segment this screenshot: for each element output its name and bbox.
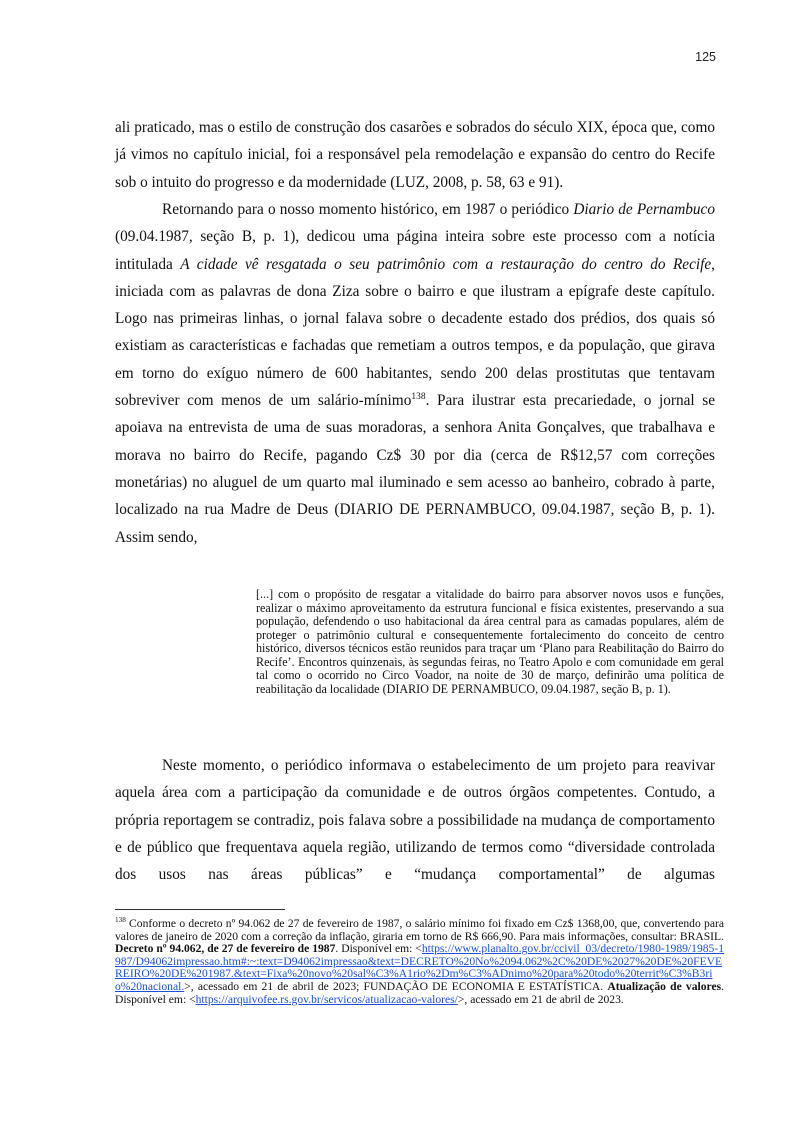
- text-run: Retornando para o nosso momento histórico, em 1987 o periódico: [162, 201, 574, 218]
- fee-link[interactable]: https://arquivofee.rs.gov.br/servicos/atualizacao-valores/: [195, 992, 458, 1006]
- footnote-separator: [115, 909, 285, 910]
- paragraph-2-text: [115, 196, 715, 551]
- footnote-reference[interactable]: 138: [411, 391, 426, 402]
- text-run: . Disponível em: <: [335, 942, 422, 956]
- page-number: 125: [695, 50, 716, 64]
- fee-title: Atualização de valores: [607, 979, 722, 993]
- paragraph-3: [115, 752, 715, 888]
- paragraph-3-text: Neste momento, o periódico informava o estabelecimento de um projeto para reavivar aquela área com a participação da comunidade e de outros órgãos competentes. Contudo, a própria reportagem se contradiz, pois falava sobre a possibilidade na mudança de comportamento e de público que frequentava aquela região, utilizando de termos como “diversidade controlada dos usos nas áreas públicas” e “mudança comportamental” de algumas: [115, 757, 715, 884]
- footnote-138: [115, 918, 724, 1006]
- paragraph-2: [115, 196, 715, 551]
- footnote-number: 138: [115, 916, 126, 925]
- text-run: . Para ilustrar esta precariedade, o jornal se apoiava na entrevista de uma de suas moradoras, a senhora Anita Gonçalves, que trabalhava e morava no bairro do Recife, pagando Cz$ 30 por dia (cerca de R$12,57 com correções monetárias) no aluguel de um quarto mal iluminado e sem acesso ao banheiro, cobrado à parte, localizado na rua Madre de Deus (DIARIO DE PERNAMBUCO, 09.04.1987, seção B, p. 1). Assim sendo,: [115, 392, 715, 546]
- block-quote: [...] com o propósito de resgatar a vitalidade do bairro para absorver novos usos e funções, realizar o máximo aproveitamento da estrutura funcional e física existentes, preservando a sua população, defendendo o uso habitacional da área central para as camadas populares, além de proteger o patrimônio cultural e consequentemente fortalecimento do conceito de centro histórico, diversos técnicos estão reunidos para traçar um ‘Plano para Reabilitação do Bairro do Recife’. Encontros quinzenais, às segundas feiras, no Teatro Apolo e com comunidade em geral tal como o ocorrido no Circo Voador, na noite de 30 de março, definirão uma política de reabilitação da localidade (DIARIO DE PERNAMBUCO, 09.04.1987, seção B, p. 1).: [256, 587, 724, 696]
- text-run: . Disponível em: <: [115, 979, 725, 1006]
- planalto-link[interactable]: https://www.planalto.gov.br/ccivil_03/decreto/1980-1989/1985-1987/D94062impressao.htm#:~:text=D94062impressao&text=DECRETO%20No%2094.062%2C%20DE%2027%20DE%20FEVEREIRO%20DE%201987.&text=Fixa%20novo%20sal%C3%A1rio%2Dm%C3%ADnimo%20para%20todo%20territ%C3%B3rio%20nacional.: [115, 942, 724, 993]
- text-run: (09.04.1987, seção B, p. 1), dedicou uma página inteira sobre este processo com a notícia intitulada: [115, 228, 715, 273]
- paragraph-1: [115, 114, 715, 196]
- paragraph-1-text: ali praticado, mas o estilo de construção dos casarões e sobrados do século XIX, época que, como já vimos no capítulo inicial, foi a responsável pela remodelação e expansão do centro do Recife sob o intuito do progresso e da modernidade (LUZ, 2008, p. 58, 63 e 91).: [115, 119, 715, 191]
- text-run: >, acessado em 21 de abril de 2023; FUNDAÇÃO DE ECONOMIA E ESTATÍSTICA.: [184, 979, 608, 993]
- text-run: Conforme o decreto nº 94.062 de 27 de fevereiro de 1987, o salário mínimo foi fixado em Cz$ 1368,00, que, convertendo para valores de janeiro de 2020 com a correção da inflação, giraria em torno de R$ 666,90. Para mais informações, consultar: BRASIL.: [115, 917, 724, 943]
- article-title: A cidade vê resgatada o seu patrimônio com a restauração do centro do Recife: [180, 255, 712, 273]
- text-run: >, acessado em 21 de abril de 2023.: [457, 992, 624, 1006]
- text-run: , iniciada com as palavras de dona Ziza sobre o bairro e que ilustram a epígrafe deste capítulo. Logo nas primeiras linhas, o jornal falava sobre o decadente estado dos prédios, dos quais só existiam as características e fachadas que remetiam a outros tempos, e da população, que girava em torno do exíguo número de 600 habitantes, sendo 200 delas prostitutas que tentavam sobreviver com menos de um salário-mínimo: [115, 255, 715, 410]
- newspaper-title: Diario de Pernambuco: [573, 201, 715, 218]
- decree-title: Decreto nº 94.062, de 27 de fevereiro de 1987: [115, 942, 336, 956]
